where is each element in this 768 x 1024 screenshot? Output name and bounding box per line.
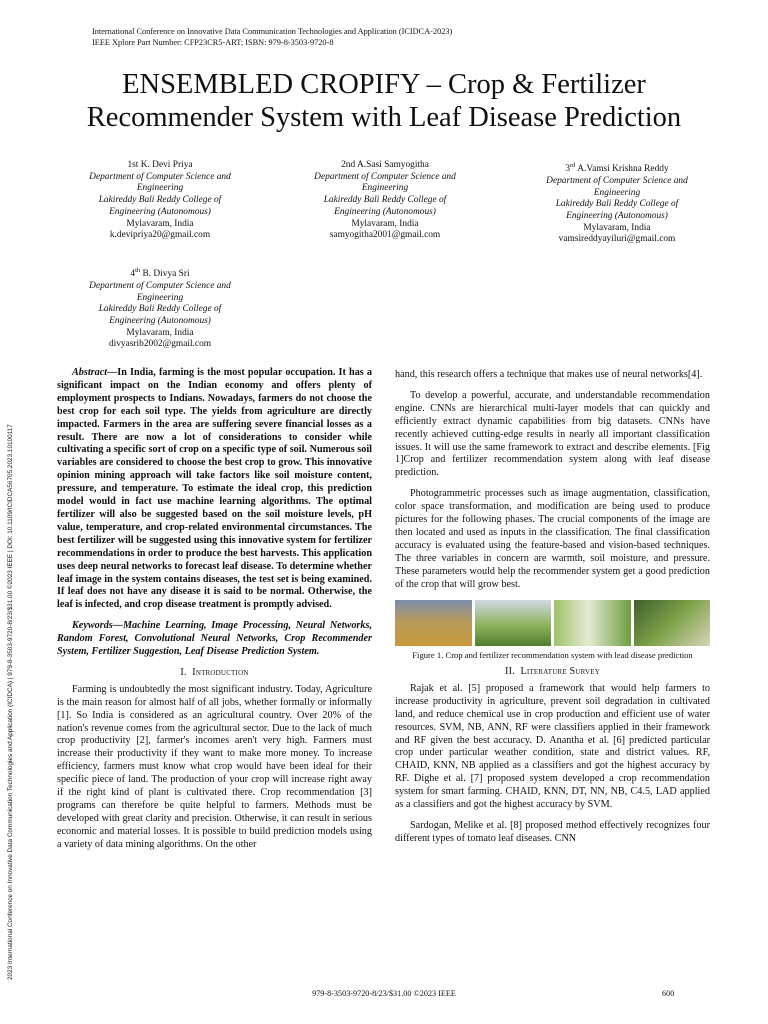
author-dept: Engineering [136,292,184,303]
author-dept: Department of Computer Science and [314,171,456,182]
paragraph-photogrammetric: Photogrammetric processes such as image augmentation, classification, color space transformation, and modification are being used to produce pictures for the following phases. The crucial components of the image are then located and used as inputs in the classification. The final classification accuracy is evaluated using the feature-based and vision-based techniques. The three variables in concern are warmth, soil moisture, and pressure. These parameters would help the recommender system get a good prediction of the crop that will grow best. [395,488,710,590]
author-2 [280,160,490,242]
author-city: Mylavaram, India [583,222,651,233]
title-line-1: ENSEMBLED CROPIFY – Crop & Fertilizer [122,69,646,100]
author-college: Engineering (Autonomous) [566,210,668,221]
doi-sidebar: 2023 International Conference on Innovative Data Communication Technologies and Application (ICIDCA) | 979-8-3503-9720-8/23/$31.00 ©2023 IEEE | DOI: 10.1109/ICIDCA56705.2023.10100117 [7,424,14,980]
author-college: Engineering (Autonomous) [109,315,211,326]
author-1 [55,160,265,242]
author-dept: Department of Computer Science and [546,175,688,186]
author-name: 3rd A.Vamsi Krishna Reddy [565,162,669,175]
author-name: 4th B. Divya Sri [130,267,190,280]
paper-title [0,68,768,134]
author-college: Lakireddy Bali Reddy College of [98,195,222,206]
conference-header [92,27,452,48]
footer-isbn: 979-8-3503-9720-8/23/$31.00 ©2023 IEEE [312,989,456,998]
abstract: Abstract—In India, farming is the most popular occupation. It has a significant impact on the Indian economy and offers plenty of employment prospects to Indians. Nowadays, farmers do not choose the best crop for each soil type. The yields from agriculture are directly impacted. Farmers in the area are suffering severe financial losses as a result. There are now a lot of considerations to consider while cultivating a specific sort of crop on a specific type of soil. Numerous soil variables are considered to choose the best crop to grow. This innovative opinion mining approach will take factors like soil moisture content, pressure, and temperature. To estimate the ideal crop, this prediction model would in fact use machine learning algorithms. The optimal fertilizer will also be suggested based on the soil moisture levels, pH value, temperature, and crop-related environmental circumstances. The best fertilizer will be suggested using this innovative system for fertilizer recommendations in order to produce the best harvests. This application uses deep neural networks to forecast leaf disease. To determine whether leaf image in the system contains diseases, the test set is being examined. If leaf does not have any disease it is said to be normal. Otherwise, the leaf is infected, and crop disease treatment is promptly advised. [57,367,372,611]
author-dept: Engineering [136,183,184,194]
author-college: Lakireddy Bali Reddy College of [323,195,447,206]
author-name: 1st K. Devi Priya [127,160,193,170]
conference-name: International Conference on Innovative Data Communication Technologies and Application (ICIDCA-2023) [92,27,453,36]
author-email: vamsireddyayiluri@gmail.com [558,234,676,245]
xplore-part-number: IEEE Xplore Part Number: CFP23CR5-ART; ISBN: 979-8-3503-9720-8 [92,37,334,47]
left-column [57,367,372,860]
author-email: divyasrib2002@gmail.com [108,339,212,350]
figure-panel-sprouting-crop [475,600,552,646]
author-email: samyogitha2001@gmail.com [329,230,441,241]
author-4 [55,265,265,351]
paragraph-cnn: To develop a powerful, accurate, and understandable recommendation engine. CNNs are hierarchical multi-layer models that can quickly and efficiently extract dynamic capabilities from big datasets. CNNs have recently achieved cutting-edge results in nearly all important classification issues. It will use the same framework to extract and describe elements. [Fig 1]Crop and fertilizer recommendation system along with leaf disease prediction. [395,389,710,479]
section-heading-introduction: I. Introduction [180,666,249,678]
literature-paragraph-2: Sardogan, Melike et al. [8] proposed method effectively recognizes four different types of tomato leaf diseases. CNN [395,819,710,844]
paragraph-continued: hand, this research offers a technique that makes use of neural networks[4]. [395,369,703,380]
author-college: Engineering (Autonomous) [109,206,211,217]
page-number: 600 [662,989,675,998]
literature-paragraph-1: Rajak et al. [5] proposed a framework that would help farmers to increase productivity in agriculture, prevent soil degradation in cultivated land, and reduce chemical use in crop production and efficient use of water resources. SVM, NB, ANN, RF were classifiers applied in their framework and RF given the best accuracy. D. Anantha et al. [6] predicted particular crop under particular weather condition, state and district values. RF, CHAID, KNN, NB applied as a classifiers and got the highest accuracy by RF. Dighe et al. [7] proposed system developed a crop recommendation system for smart farming. CHAID, KNN, DT, NN, NB, C4.5, LAD applied as a classifiers and got the highest accuracy by SVM. [395,682,710,811]
author-city: Mylavaram, India [126,327,194,338]
figure-1 [395,600,710,646]
figure-panel-hand-with-seedling [554,600,631,646]
right-column [395,369,710,854]
author-dept: Department of Computer Science and [89,280,231,291]
author-college: Engineering (Autonomous) [334,206,436,217]
author-dept: Engineering [593,187,641,198]
author-city: Mylavaram, India [351,218,419,229]
author-email: k.devipriya20@gmail.com [109,230,211,241]
author-college: Lakireddy Bali Reddy College of [555,199,679,210]
intro-paragraph: Farming is undoubtedly the most significant industry. Today, Agriculture is the main reason for almost half of all jobs, whether formally or informally [1]. So India is considered as an agricultural country. Over 20% of the nation's revenue comes from the agricultural sector. Due to the lack of much crop productivity [2], farmer's incomes aren't very high. Farmers must increase their productivity if they want to make more money. To increase efficiency, farmers must know what crop would have been ideal for their specific piece of land. The production of your crop will increase right away if the right kind of plant is cultivated there. Crop recommendation [3] programs can therefore be quite helpful to farmers. Methods must be developed with great clarity and precision. Otherwise, it can result in serious economic and material losses. It is possible to build prediction models using a variety of data mining algorithms. On the other [57,683,372,850]
figure-caption: Figure 1. Crop and fertilizer recommendation system with lead disease prediction [412,649,693,660]
figure-panel-smartphone-leaf [634,600,711,646]
section-heading-literature-survey: II. Literature Survey [505,666,600,677]
figure-panel-wheat-field [395,600,472,646]
author-college: Lakireddy Bali Reddy College of [98,304,222,315]
author-name: 2nd A.Sasi Samyogitha [341,160,429,170]
author-dept: Engineering [361,183,409,194]
author-3 [512,160,722,246]
title-line-2: Recommender System with Leaf Disease Prediction [86,102,682,133]
keywords: Keywords—Machine Learning, Image Processing, Neural Networks, Random Forest, Convolutional Neural Networks, Crop Recommender System, Fertilizer Suggestion, Leaf Disease Prediction System. [57,620,372,658]
author-city: Mylavaram, India [126,218,194,229]
author-dept: Department of Computer Science and [89,171,231,182]
